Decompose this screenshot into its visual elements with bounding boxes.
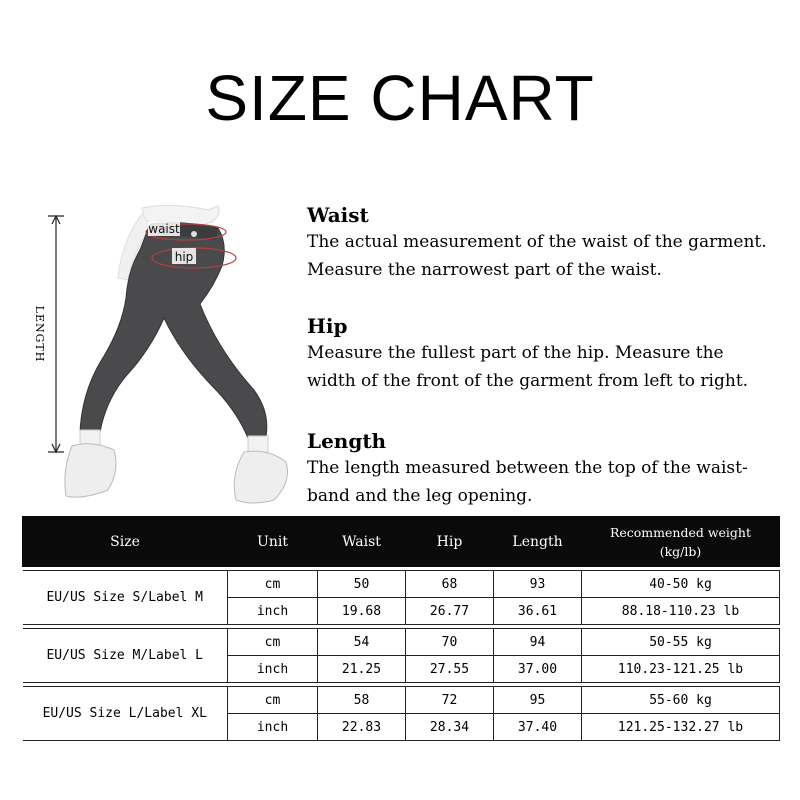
size-cell: EU/US Size S/Label M — [23, 571, 228, 625]
waist-cell: 58 — [318, 687, 406, 714]
waist-cell: 50 — [318, 571, 406, 598]
leggings-illustration — [22, 200, 312, 510]
waist-heading: Waist — [307, 203, 369, 227]
hip-heading: Hip — [307, 314, 348, 338]
length-cell: 37.40 — [494, 714, 582, 741]
unit-cell: inch — [228, 598, 318, 625]
unit-cell: cm — [228, 629, 318, 656]
unit-cell: cm — [228, 571, 318, 598]
header-waist: Waist — [318, 517, 406, 567]
unit-cell: inch — [228, 714, 318, 741]
length-cell: 37.00 — [494, 656, 582, 683]
table-row — [23, 571, 780, 598]
hip-cell: 72 — [406, 687, 494, 714]
waist-cell: 22.83 — [318, 714, 406, 741]
weight-cell: 50-55 kg — [582, 629, 780, 656]
waist-text-line: The actual measurement of the waist of the garment. — [307, 232, 767, 252]
waist-description — [307, 202, 787, 284]
weight-cell: 121.25-132.27 lb — [582, 714, 780, 741]
header-weight-line1: Recommended weight — [609, 524, 752, 540]
size-cell: EU/US Size M/Label L — [23, 629, 228, 683]
length-text-line: band and the leg opening. — [307, 486, 533, 506]
table-row — [23, 687, 780, 714]
unit-cell: inch — [228, 656, 318, 683]
hip-label: hip — [174, 250, 194, 264]
hip-cell: 68 — [406, 571, 494, 598]
hip-text-line: width of the front of the garment from left to right. — [307, 371, 749, 391]
hip-text-line: Measure the fullest part of the hip. Measure the — [307, 343, 724, 363]
length-heading: Length — [307, 429, 387, 453]
weight-cell: 55-60 kg — [582, 687, 780, 714]
header-size: Size — [23, 517, 228, 567]
size-table — [22, 516, 780, 741]
weight-cell: 88.18-110.23 lb — [582, 598, 780, 625]
header-weight — [582, 517, 780, 567]
header-hip: Hip — [406, 517, 494, 567]
unit-cell: cm — [228, 687, 318, 714]
waist-cell: 21.25 — [318, 656, 406, 683]
hip-cell: 26.77 — [406, 598, 494, 625]
hip-cell: 28.34 — [406, 714, 494, 741]
header-weight-line2: (kg/lb) — [659, 543, 702, 559]
leggings-figure — [22, 200, 312, 510]
length-text-line: The length measured between the top of the waist- — [307, 458, 748, 478]
header-length: Length — [494, 517, 582, 567]
weight-cell: 110.23-121.25 lb — [582, 656, 780, 683]
length-cell: 93 — [494, 571, 582, 598]
hip-cell: 70 — [406, 629, 494, 656]
length-cell: 95 — [494, 687, 582, 714]
table-header-row — [23, 517, 780, 567]
length-description — [307, 428, 787, 510]
size-cell: EU/US Size L/Label XL — [23, 687, 228, 741]
length-label: LENGTH — [33, 305, 46, 363]
length-cell: 94 — [494, 629, 582, 656]
table-row — [23, 629, 780, 656]
hip-description — [307, 313, 787, 395]
length-cell: 36.61 — [494, 598, 582, 625]
waist-label: waist — [148, 222, 180, 236]
header-unit: Unit — [228, 517, 318, 567]
page-title: SIZE CHART — [205, 62, 595, 134]
hip-cell: 27.55 — [406, 656, 494, 683]
waist-cell: 54 — [318, 629, 406, 656]
waist-text-line: Measure the narrowest part of the waist. — [307, 260, 662, 280]
waist-cell: 19.68 — [318, 598, 406, 625]
weight-cell: 40-50 kg — [582, 571, 780, 598]
